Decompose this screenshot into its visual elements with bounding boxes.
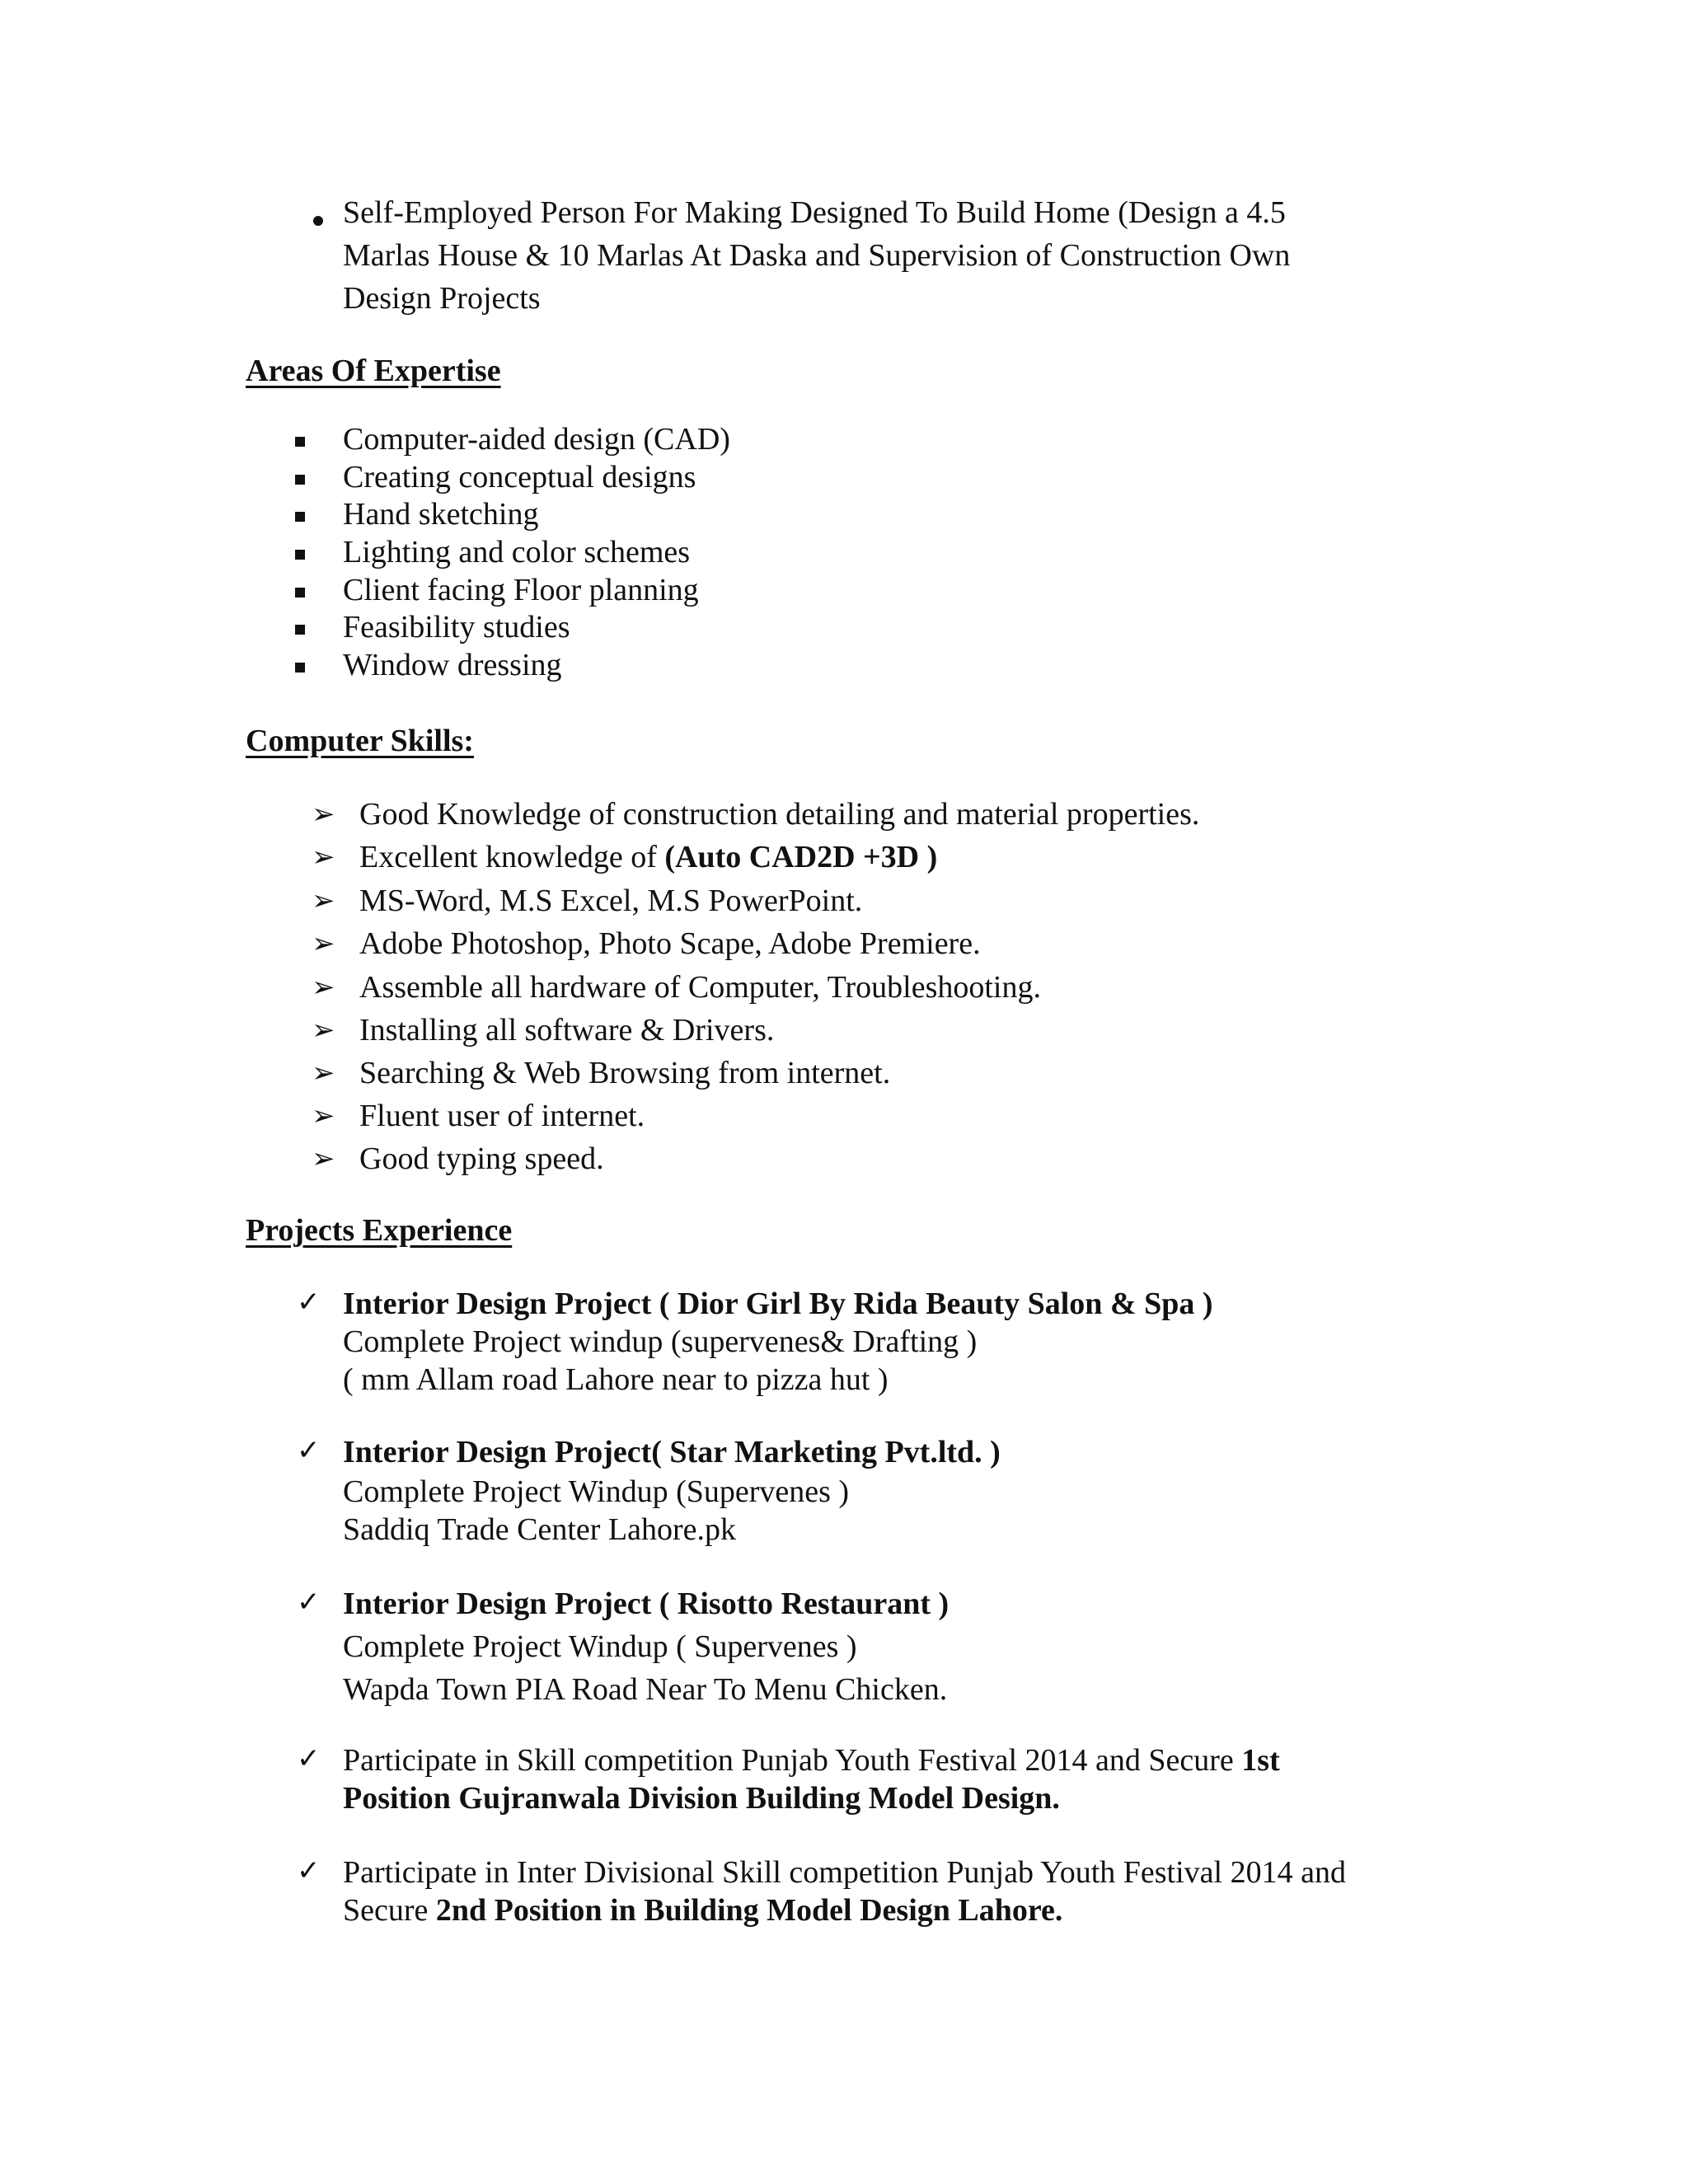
project-location: ( mm Allam road Lahore near to pizza hut ) (343, 1362, 889, 1397)
check-icon: ✓ (297, 1586, 321, 1619)
section-heading-areas: Areas Of Expertise (246, 354, 501, 388)
bullet-square (295, 437, 305, 447)
project-location: Saddiq Trade Center Lahore.pk (343, 1512, 737, 1547)
section-heading-computer-skills: Computer Skills: (246, 724, 474, 758)
skill-item (359, 796, 1199, 834)
skill-item (359, 926, 981, 963)
check-icon: ✓ (297, 1854, 321, 1887)
check-icon: ✓ (297, 1434, 321, 1467)
expertise-item: Creating conceptual designs (343, 460, 696, 494)
skill-item (359, 839, 937, 877)
skill-item (359, 1141, 604, 1179)
skill-item (359, 1012, 774, 1050)
intro-line-2: Marlas House & 10 Marlas At Daska and Supervision of Construction Own (343, 238, 1291, 273)
check-icon: ✓ (297, 1286, 321, 1319)
expertise-item: Window dressing (343, 648, 562, 682)
skill-item (359, 1098, 645, 1136)
expertise-item: Client facing Floor planning (343, 573, 699, 607)
section-heading-projects: Projects Experience (246, 1213, 513, 1248)
project-title: Interior Design Project( Star Marketing Pvt.ltd. ) (343, 1435, 1001, 1469)
project-detail: Complete Project Windup (Supervenes ) (343, 1474, 850, 1509)
arrow-bullet-icon: ➢ (312, 927, 335, 960)
achievement-bold-line: Position Gujranwala Division Building Model Design. (343, 1781, 1060, 1816)
skill-item (359, 1055, 890, 1093)
arrow-bullet-icon: ➢ (312, 971, 335, 1004)
project-detail: Complete Project Windup ( Supervenes ) (343, 1629, 857, 1664)
achievement-text: Secure (343, 1893, 436, 1928)
bullet-square (295, 550, 305, 560)
intro-line-1: Self-Employed Person For Making Designed To Build Home (Design a 4.5 (343, 195, 1286, 230)
skill-item (359, 969, 1041, 1007)
skill-bold-text: (Auto CAD2D +3D ) (664, 840, 938, 874)
intro-line-3: Design Projects (343, 281, 541, 316)
skill-text: Adobe Photoshop, Photo Scape, Adobe Premiere. (359, 926, 981, 961)
achievement-text: Participate in Skill competition Punjab Youth Festival 2014 and Secure (343, 1743, 1242, 1778)
bullet-square (295, 663, 305, 673)
skill-text: Assemble all hardware of Computer, Troubleshooting. (359, 970, 1041, 1005)
skill-item (359, 883, 862, 921)
achievement-line (343, 1892, 1062, 1930)
arrow-bullet-icon: ➢ (312, 798, 335, 831)
arrow-bullet-icon: ➢ (312, 884, 335, 917)
bullet-square (295, 512, 305, 522)
skill-text: Fluent user of internet. (359, 1099, 645, 1133)
project-title: Interior Design Project ( Dior Girl By Rida Beauty Salon & Spa ) (343, 1286, 1213, 1321)
project-title: Interior Design Project ( Risotto Restaurant ) (343, 1586, 950, 1621)
skill-text: Good Knowledge of construction detailing and material properties. (359, 797, 1200, 832)
achievement-line (343, 1742, 1280, 1780)
achievement-bold-text: 2nd Position in Building Model Design Lahore. (435, 1893, 1063, 1928)
project-detail: Complete Project windup (supervenes& Drafting ) (343, 1324, 978, 1359)
arrow-bullet-icon: ➢ (312, 1099, 335, 1132)
achievement-bold-text: 1st (1241, 1743, 1280, 1778)
expertise-item: Lighting and color schemes (343, 535, 691, 569)
achievement-line: Participate in Inter Divisional Skill competition Punjab Youth Festival 2014 and (343, 1855, 1346, 1890)
bullet-dot (313, 216, 323, 226)
expertise-item: Feasibility studies (343, 610, 570, 644)
project-location: Wapda Town PIA Road Near To Menu Chicken. (343, 1672, 948, 1707)
arrow-bullet-icon: ➢ (312, 1014, 335, 1047)
bullet-square (295, 625, 305, 635)
arrow-bullet-icon: ➢ (312, 841, 335, 874)
expertise-item: Computer-aided design (CAD) (343, 422, 730, 457)
bullet-square (295, 588, 305, 598)
skill-text: MS-Word, M.S Excel, M.S PowerPoint. (359, 883, 863, 918)
check-icon: ✓ (297, 1742, 321, 1775)
skill-text: Installing all software & Drivers. (359, 1013, 775, 1047)
skill-text: Searching & Web Browsing from internet. (359, 1056, 891, 1090)
bullet-square (295, 475, 305, 485)
arrow-bullet-icon: ➢ (312, 1142, 335, 1175)
arrow-bullet-icon: ➢ (312, 1057, 335, 1090)
skill-text: Good typing speed. (359, 1141, 604, 1176)
expertise-item: Hand sketching (343, 497, 539, 532)
skill-text: Excellent knowledge of (359, 840, 665, 874)
